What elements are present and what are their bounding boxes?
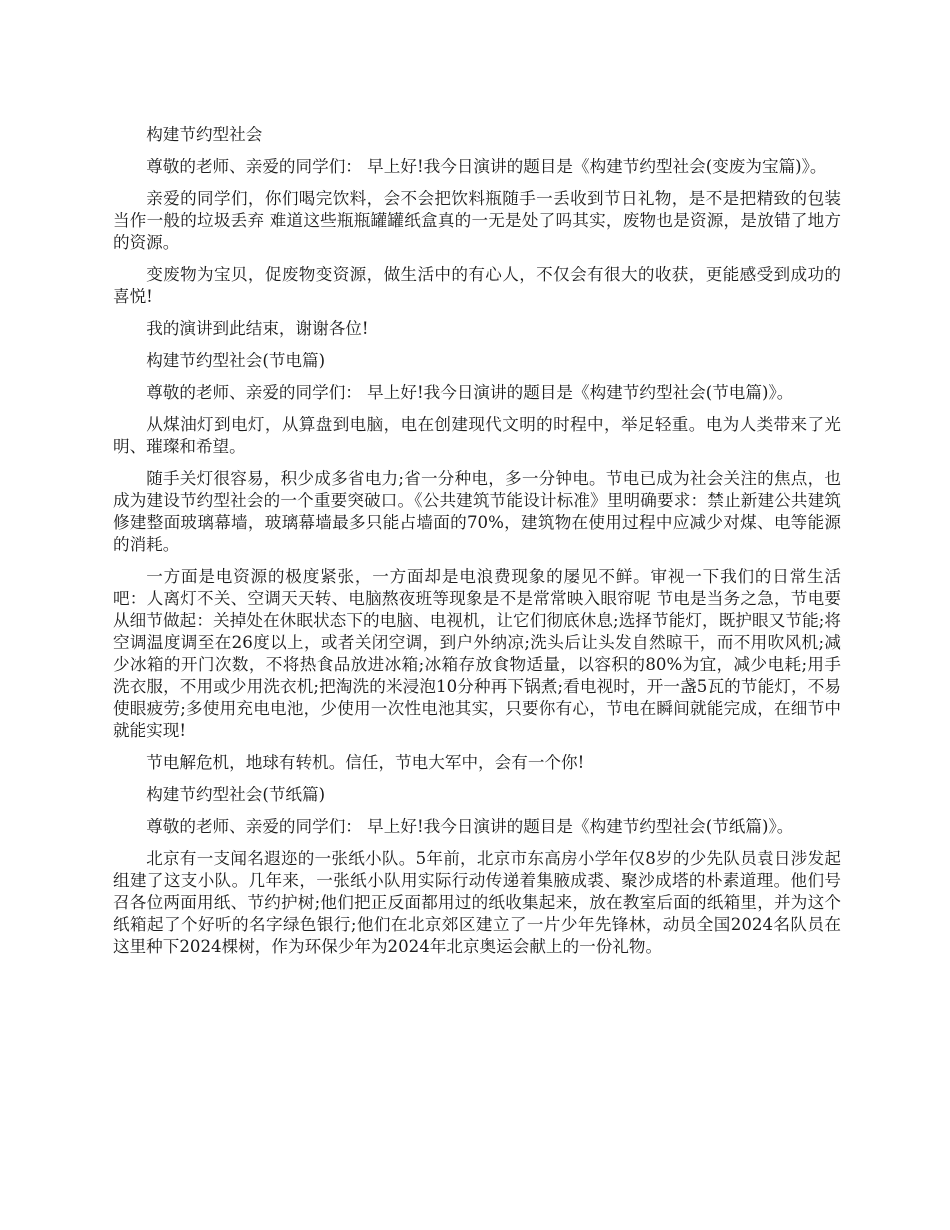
paragraph-greeting-3: 尊敬的老师、亲爱的同学们： 早上好!我今日演讲的题目是《构建节约型社会(节纸篇)》。 <box>146 817 794 836</box>
paragraph-body: 北京有一支闻名遐迩的一张纸小队。5年前，北京市东高房小学年仅8岁的少先队员袁日涉发起组建了这支小队。几年来，一张纸小队用实际行动传递着集腋成裘、聚沙成塔的朴素道理。他们号召各位两面用纸、节约护树;他们把正反面都用过的纸收集起来，放在教室后面的纸箱里，并为这个纸箱起了个好听的名字绿色银行;他们在北京郊区建立了一片少年先锋林，动员全国2024名队员在这里种下2024棵树，作为环保少年为2024年北京奥运会献上的一份礼物。 <box>113 849 841 956</box>
section-title-3: 构建节约型社会(节纸篇) <box>146 785 326 804</box>
section-title-2: 构建节约型社会(节电篇) <box>146 351 326 370</box>
paragraph-body: 从煤油灯到电灯，从算盘到电脑，电在创建现代文明的时程中，举足轻重。电为人类带来了光明、璀璨和希望。 <box>113 415 841 456</box>
section-title-1: 构建节约型社会 <box>146 125 263 144</box>
paragraph-body: 随手关灯很容易，积少成多省电力;省一分种电，多一分钟电。节电已成为社会关注的焦点，也成为建设节约型社会的一个重要突破口。《公共建筑节能设计标准》里明确要求：禁止新建公共建筑修建整面玻璃幕墙，玻璃幕墙最多只能占墙面的70%，建筑物在使用过程中应减少对煤、电等能源的消耗。 <box>113 469 841 554</box>
paragraph-body: 变废物为宝贝，促废物变资源，做生活中的有心人，不仅会有很大的收获，更能感受到成功的喜悦! <box>113 265 841 306</box>
paragraph-body: 亲爱的同学们，你们喝完饮料，会不会把饮料瓶随手一丢收到节日礼物，是不是把精致的包装当作一般的垃圾丢弃 难道这些瓶瓶罐罐纸盒真的一无是处了吗其实，废物也是资源，是放错了地方的资源。 <box>113 189 841 252</box>
paragraph-body: 一方面是电资源的极度紧张，一方面却是电浪费现象的屡见不鲜。审视一下我们的日常生活吧：人离灯不关、空调天天转、电脑熬夜班等现象是不是常常映入眼帘呢 节电是当务之急，节电要从细节做起：关掉处在休眠状态下的电脑、电视机，让它们彻底休息;选择节能灯，既护眼又节能;将空调温度调至在26度以上，或者关闭空调，到户外纳凉;洗头后让头发自然晾干，而不用吹风机;减少冰箱的开门次数，不将热食品放进冰箱;冰箱存放食物适量，以容积的80%为宜，减少电耗;用手洗衣服，不用或少用洗衣机;把淘洗的米浸泡10分种再下锅煮;看电视时，开一盏5瓦的节能灯，不易使眼疲劳;多使用充电电池，少使用一次性电池其实，只要你有心，节电在瞬间就能完成，在细节中就能实现! <box>113 567 841 740</box>
paragraph-closing: 我的演讲到此结束，谢谢各位! <box>146 319 369 338</box>
document-body <box>113 124 841 968</box>
paragraph-body: 节电解危机，地球有转机。信任，节电大军中，会有一个你! <box>146 753 585 772</box>
paragraph-greeting-1: 尊敬的老师、亲爱的同学们： 早上好!我今日演讲的题目是《构建节约型社会(变废为宝篇)》。 <box>146 157 827 176</box>
paragraph-greeting-2: 尊敬的老师、亲爱的同学们： 早上好!我今日演讲的题目是《构建节约型社会(节电篇)》。 <box>146 383 794 402</box>
